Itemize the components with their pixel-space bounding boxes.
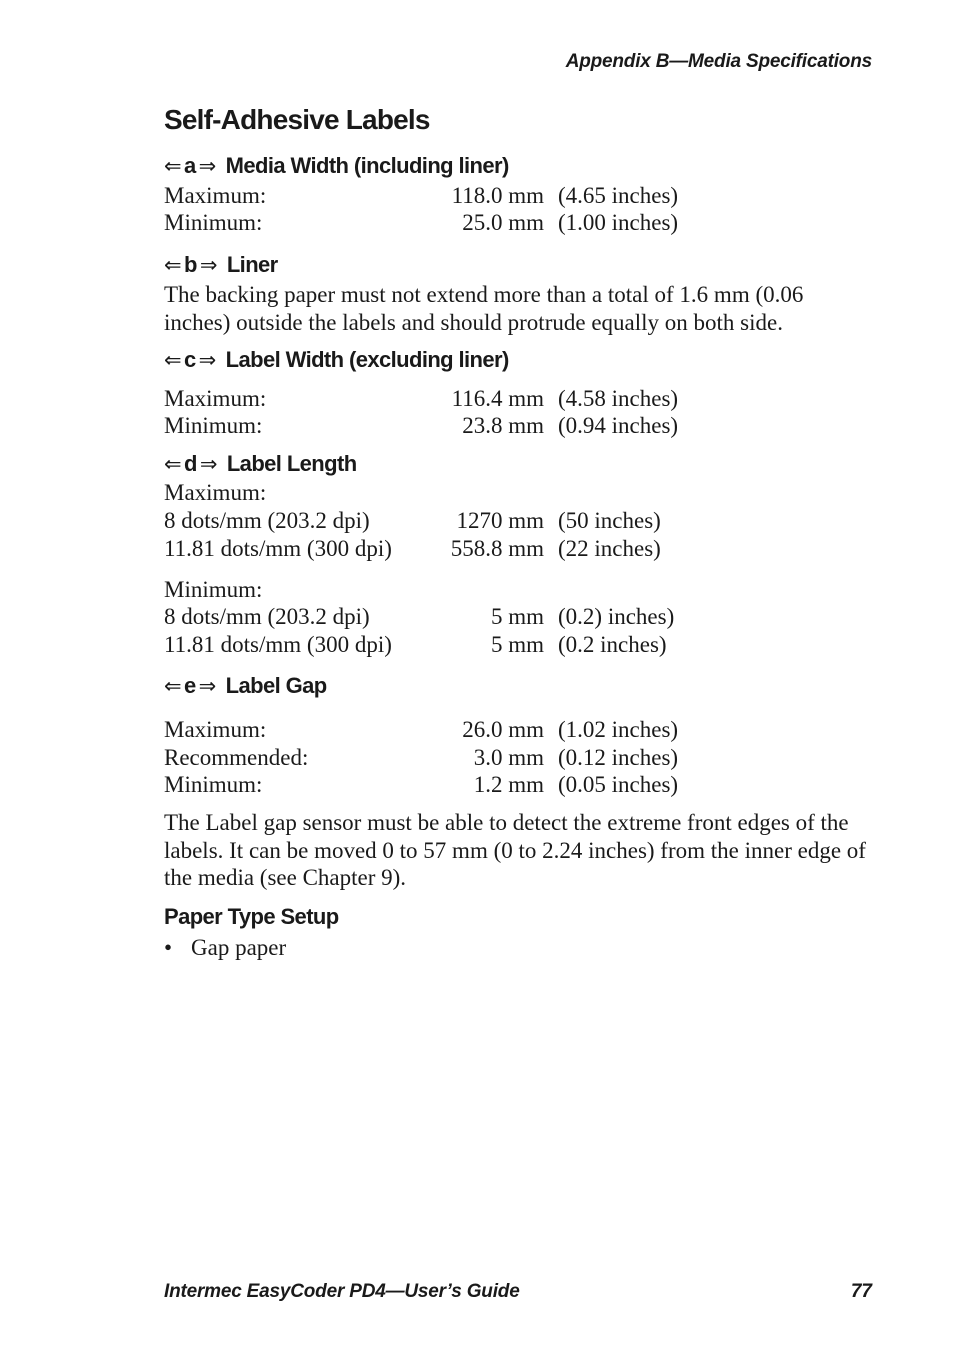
section-title: Liner: [226, 252, 278, 277]
spec-inches: (0.2) inches): [558, 604, 675, 629]
spec-mm: 118.0 mm: [451, 183, 544, 208]
spec-mm: 3.0 mm: [473, 745, 544, 770]
left-arrow-icon: ⇐: [164, 349, 181, 372]
label-gap-description: The Label gap sensor must be able to detect the extreme front edges of the labels. It can be moved 0 to 57 mm (0 to 2.24 inches) from the inner edge of the media (see Chapter 9).: [164, 810, 866, 890]
spec-row: [164, 209, 724, 237]
running-header: Appendix B—Media Specifications: [565, 51, 872, 72]
spec-inches: (4.58 inches): [558, 386, 679, 411]
spec-row: [164, 412, 724, 440]
paper-type-list: [164, 934, 286, 962]
page-number: 77: [850, 1281, 872, 1302]
left-arrow-icon: ⇐: [164, 675, 181, 698]
spec-label: Recommended:: [164, 745, 309, 770]
spec-mm: 558.8 mm: [450, 536, 544, 561]
spec-inches: (0.12 inches): [558, 745, 679, 770]
spec-row: [164, 385, 724, 413]
section-letter: a: [184, 153, 196, 178]
spec-label: Minimum:: [164, 210, 263, 235]
spec-mm: 26.0 mm: [462, 717, 544, 742]
spec-inches: (0.2 inches): [558, 632, 667, 657]
section-letter: d: [184, 451, 197, 476]
spec-mm: 5 mm: [490, 604, 544, 629]
right-arrow-icon: ⇒: [199, 453, 217, 476]
spec-label: Minimum:: [164, 413, 263, 438]
spec-row: [164, 535, 724, 563]
spec-inches: (0.05 inches): [558, 772, 679, 797]
spec-mm: 5 mm: [490, 632, 544, 657]
spec-row: [164, 716, 724, 744]
left-arrow-icon: ⇐: [164, 254, 181, 277]
section-b-heading: [164, 252, 278, 278]
list-item: [164, 934, 286, 962]
spec-row: [164, 182, 724, 210]
spec-label: 8 dots/mm (203.2 dpi): [164, 604, 370, 629]
section-letter: b: [184, 252, 197, 277]
spec-inches: (0.94 inches): [558, 413, 679, 438]
spec-inches: (1.02 inches): [558, 717, 679, 742]
spec-row: [164, 603, 724, 631]
left-arrow-icon: ⇐: [164, 453, 181, 476]
spec-mm: 1.2 mm: [473, 772, 544, 797]
right-arrow-icon: ⇒: [198, 155, 216, 178]
spec-label: 8 dots/mm (203.2 dpi): [164, 508, 370, 533]
section-title: Label Length: [226, 451, 357, 476]
section-letter: c: [184, 347, 196, 372]
spec-label: Maximum:: [164, 183, 267, 208]
liner-description: The backing paper must not extend more than a total of 1.6 mm (0.06 inches) outside the labels and should protrude equally on both side.: [164, 282, 804, 335]
spec-row: [164, 631, 724, 659]
spec-label: Maximum:: [164, 386, 267, 411]
section-e-heading: [164, 673, 327, 699]
section-c-heading: [164, 347, 509, 373]
section-title: Label Gap: [225, 673, 327, 698]
section-letter: e: [184, 673, 196, 698]
section-title: Label Width (excluding liner): [225, 347, 509, 372]
spec-mm: 116.4 mm: [451, 386, 544, 411]
footer-guide-title: Intermec EasyCoder PD4—User’s Guide: [164, 1281, 520, 1302]
spec-label: Maximum:: [164, 717, 267, 742]
section-d-heading: [164, 451, 357, 477]
spec-inches: (50 inches): [558, 508, 661, 533]
spec-label: 11.81 dots/mm (300 dpi): [164, 632, 392, 657]
spec-inches: (1.00 inches): [558, 210, 679, 235]
maximum-label: Maximum:: [164, 480, 267, 505]
minimum-label: Minimum:: [164, 577, 263, 602]
right-arrow-icon: ⇒: [198, 675, 216, 698]
bullet-icon: •: [164, 935, 173, 960]
paper-type-heading: Paper Type Setup: [164, 904, 339, 929]
right-arrow-icon: ⇒: [198, 349, 216, 372]
left-arrow-icon: ⇐: [164, 155, 181, 178]
page-title: Self-Adhesive Labels: [164, 104, 430, 135]
spec-label: 11.81 dots/mm (300 dpi): [164, 536, 392, 561]
right-arrow-icon: ⇒: [199, 254, 217, 277]
list-item-text: Gap paper: [191, 935, 287, 960]
spec-inches: (22 inches): [558, 536, 661, 561]
spec-row: [164, 744, 724, 772]
section-title: Media Width (including liner): [225, 153, 509, 178]
spec-mm: 1270 mm: [456, 508, 544, 533]
section-a-heading: [164, 153, 509, 179]
spec-row: [164, 507, 724, 535]
spec-mm: 25.0 mm: [462, 210, 544, 235]
spec-row: [164, 771, 724, 799]
spec-inches: (4.65 inches): [558, 183, 679, 208]
spec-mm: 23.8 mm: [462, 413, 544, 438]
spec-label: Minimum:: [164, 772, 263, 797]
